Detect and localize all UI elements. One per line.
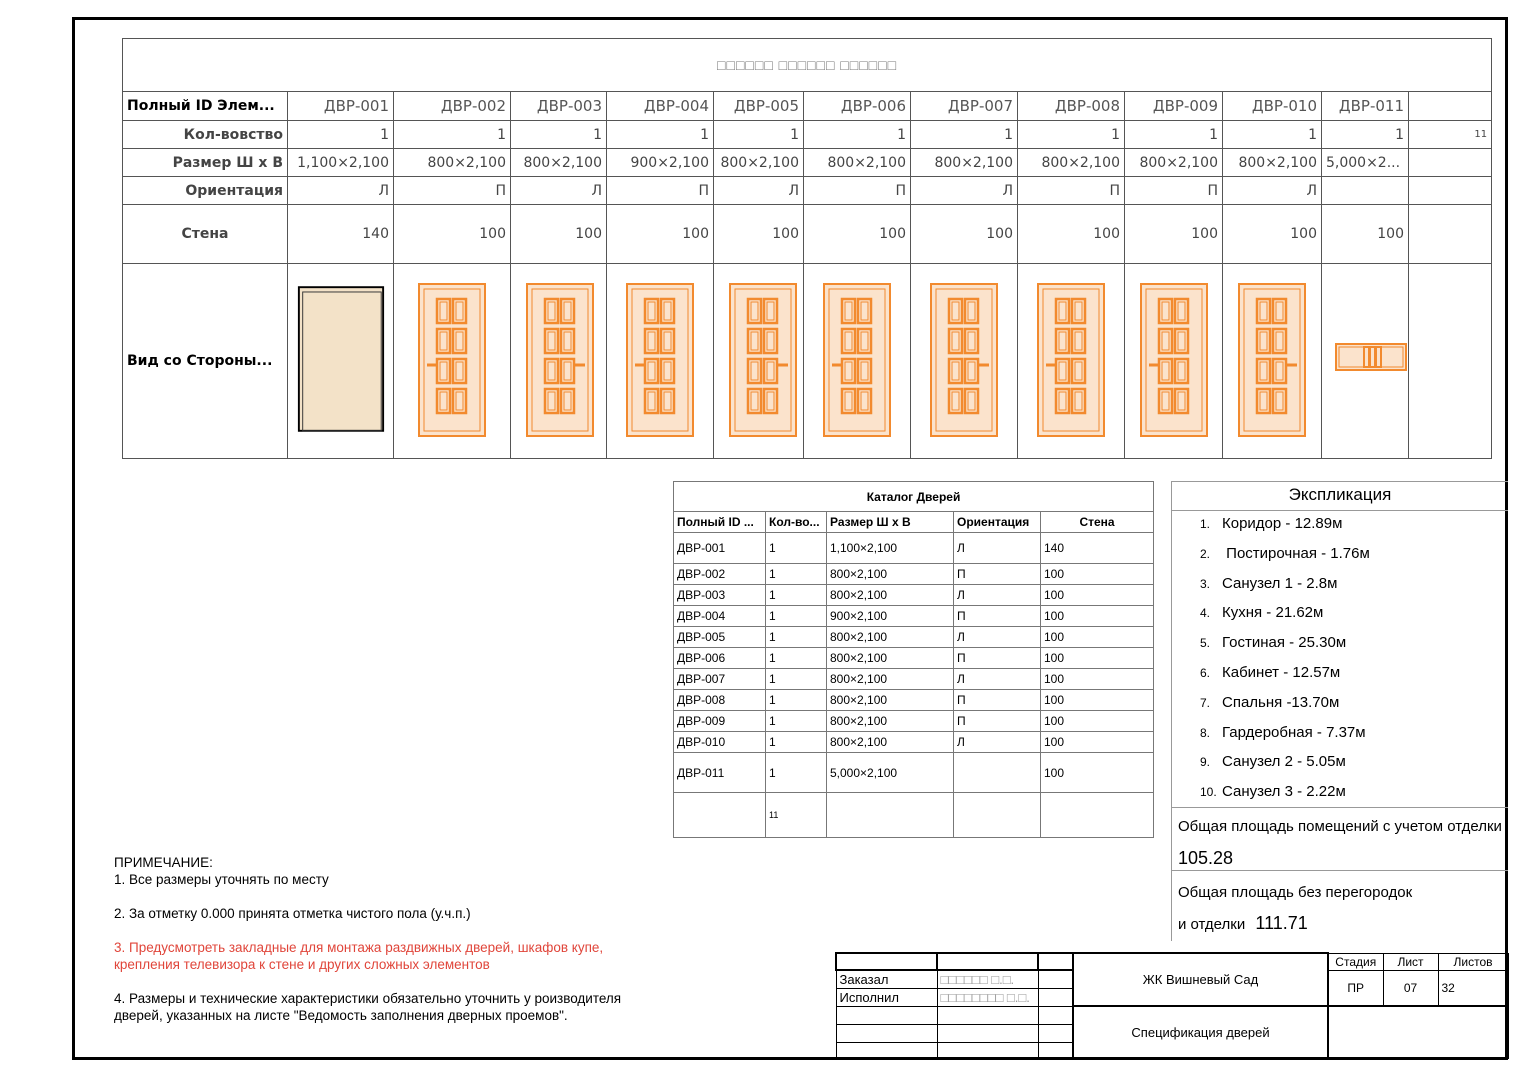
catalog-cell: 1 — [766, 627, 827, 648]
schedule-cell-id: ДВР-011 — [1322, 92, 1409, 121]
catalog-cell: 100 — [1041, 606, 1154, 627]
catalog-cell: П — [954, 564, 1041, 585]
catalog-cell: 1 — [766, 648, 827, 669]
catalog-cell: 1 — [766, 533, 827, 564]
table-row — [674, 732, 1154, 753]
row-label-size: Размер Ш х В — [123, 149, 288, 177]
schedule-cell-wall: 100 — [607, 205, 714, 264]
schedule-cell-qty: 1 — [288, 121, 394, 149]
list-item-number: 8. — [1200, 725, 1211, 740]
schedule-cell-qty: 1 — [804, 121, 911, 149]
list-item — [1200, 751, 1370, 781]
door-elevation-icon — [919, 279, 1009, 439]
door-elevation-icon — [1129, 279, 1219, 439]
tb-cell — [836, 1042, 937, 1058]
catalog-cell: 100 — [1041, 585, 1154, 606]
schedule-cell-orient: Л — [511, 177, 607, 205]
catalog-cell: 100 — [1041, 732, 1154, 753]
schedule-cell-empty — [1409, 264, 1492, 459]
note-2: 2. За отметку 0.000 принята отметка чистого пола (у.ч.п.) — [114, 906, 471, 921]
catalog-cell: 1 — [766, 669, 827, 690]
door-elevation-icon — [812, 279, 902, 439]
ordered-name: □□□□□□ □.□. — [937, 970, 1038, 988]
catalog-cell: Л — [954, 585, 1041, 606]
catalog-cell: 100 — [1041, 711, 1154, 732]
explication-title: Экспликация — [1172, 481, 1508, 511]
tb-cell — [937, 1024, 1038, 1042]
sheet-title: Спецификация дверей — [1073, 1006, 1328, 1058]
catalog-cell: ДВР-007 — [674, 669, 766, 690]
catalog-header-cell: Кол-во... — [766, 512, 827, 533]
schedule-cell-orient: Л — [1223, 177, 1322, 205]
tb-cell — [1038, 953, 1073, 970]
ordered-label: Заказал — [836, 970, 937, 988]
list-item — [1200, 573, 1370, 603]
door-elevation-cell — [1125, 264, 1223, 459]
list-item — [1200, 692, 1370, 722]
door-elevation-cell — [288, 264, 394, 459]
catalog-cell: 800×2,100 — [827, 585, 954, 606]
total-area-value: 105.28 — [1178, 848, 1234, 868]
catalog-cell: П — [954, 648, 1041, 669]
door-elevation-cell — [911, 264, 1018, 459]
catalog-cell: ДВР-003 — [674, 585, 766, 606]
sheet-value: 07 — [1383, 970, 1438, 1006]
list-item — [1200, 722, 1370, 752]
schedule-cell-qty: 1 — [1018, 121, 1125, 149]
tb-cell — [1038, 988, 1073, 1006]
catalog-cell: 1 — [766, 585, 827, 606]
net-area-row — [1178, 913, 1308, 934]
catalog-foot-cell — [827, 793, 954, 838]
notes-block — [114, 854, 714, 1041]
list-item-text: Кухня - 21.62м — [1222, 604, 1324, 622]
schedule-cell-id: ДВР-010 — [1223, 92, 1322, 121]
door-elevation-cell — [804, 264, 911, 459]
list-item-text: Гардеробная - 7.37м — [1222, 723, 1366, 741]
catalog-header-cell: Стена — [1041, 512, 1154, 533]
catalog-cell: 800×2,100 — [827, 648, 954, 669]
schedule-cell-orient: П — [607, 177, 714, 205]
list-item-number: 9. — [1200, 755, 1211, 770]
note-4-line2: дверей, указанных на листе "Ведомость заполнения дверных проемов". — [114, 1008, 568, 1023]
stage-value: ПР — [1328, 970, 1383, 1006]
net-area-label-line1: Общая площадь без перегородок — [1178, 884, 1413, 901]
door-elevation-icon — [407, 279, 497, 439]
list-item-number: 3. — [1200, 576, 1211, 591]
table-row — [674, 690, 1154, 711]
schedule-cell-size: 800×2,100 — [804, 149, 911, 177]
schedule-cell-orient: П — [394, 177, 511, 205]
catalog-total-qty: 11 — [766, 793, 827, 838]
table-row — [674, 711, 1154, 732]
catalog-cell: 100 — [1041, 564, 1154, 585]
schedule-cell-id: ДВР-002 — [394, 92, 511, 121]
catalog-cell: Л — [954, 669, 1041, 690]
catalog-cell: ДВР-011 — [674, 753, 766, 793]
schedule-cell-wall: 100 — [911, 205, 1018, 264]
executed-label: Исполнил — [836, 988, 937, 1006]
schedule-cell-qty: 1 — [394, 121, 511, 149]
schedule-cell-size: 5,000×2... — [1322, 149, 1409, 177]
schedule-cell-empty — [1409, 92, 1492, 121]
list-item-text: Санузел 1 - 2.8м — [1222, 574, 1338, 592]
list-item-text: Коридор - 12.89м — [1222, 515, 1343, 532]
list-item — [1200, 513, 1370, 543]
note-1: 1. Все размеры уточнять по месту — [114, 872, 329, 887]
door-elevation-cell — [1223, 264, 1322, 459]
door-elevation-icon — [515, 279, 605, 439]
schedule-cell-orient: Л — [714, 177, 804, 205]
sheet-label: Лист — [1383, 953, 1438, 970]
tb-cell — [836, 953, 937, 970]
door-catalog-table — [673, 481, 1154, 838]
list-item-number: 2. — [1200, 546, 1211, 561]
catalog-foot-cell — [674, 793, 766, 838]
tb-cell — [1328, 1006, 1508, 1058]
tb-cell — [1038, 1006, 1073, 1024]
catalog-cell: ДВР-008 — [674, 690, 766, 711]
catalog-header-cell: Ориентация — [954, 512, 1041, 533]
schedule-cell-qty: 1 — [607, 121, 714, 149]
net-area-value: 111.71 — [1255, 913, 1308, 933]
schedule-cell-id: ДВР-003 — [511, 92, 607, 121]
list-item-number: 10. — [1200, 785, 1217, 800]
schedule-cell-id: ДВР-001 — [288, 92, 394, 121]
catalog-cell: ДВР-006 — [674, 648, 766, 669]
tb-cell — [1038, 1024, 1073, 1042]
catalog-cell: 800×2,100 — [827, 690, 954, 711]
row-label-orient: Ориентация — [123, 177, 288, 205]
schedule-cell-size: 900×2,100 — [607, 149, 714, 177]
executed-name: □□□□□□□□ □.□. — [937, 988, 1038, 1006]
catalog-cell: 800×2,100 — [827, 669, 954, 690]
schedule-title: □□□□□□ □□□□□□ □□□□□□ — [123, 39, 1492, 92]
schedule-cell-size: 800×2,100 — [1223, 149, 1322, 177]
list-item-number: 6. — [1200, 665, 1211, 680]
schedule-cell-qty: 1 — [1322, 121, 1409, 149]
schedule-cell-qty: 1 — [1223, 121, 1322, 149]
explication-list — [1200, 513, 1370, 811]
schedule-cell-orient: Л — [911, 177, 1018, 205]
door-elevation-icon — [1026, 279, 1116, 439]
schedule-cell-id: ДВР-006 — [804, 92, 911, 121]
schedule-cell-id: ДВР-005 — [714, 92, 804, 121]
schedule-total-qty: 11 — [1409, 121, 1492, 149]
catalog-cell: ДВР-001 — [674, 533, 766, 564]
schedule-cell-wall: 100 — [1018, 205, 1125, 264]
schedule-cell-size: 800×2,100 — [714, 149, 804, 177]
net-area-label-line2: и отделки — [1178, 916, 1246, 933]
tb-cell — [937, 1042, 1038, 1058]
catalog-cell: 800×2,100 — [827, 711, 954, 732]
note-3-line1: 3. Предусмотреть закладные для монтажа раздвижных дверей, шкафов купе, — [114, 940, 604, 955]
list-item — [1200, 632, 1370, 662]
schedule-cell-wall: 100 — [1125, 205, 1223, 264]
schedule-cell-wall: 100 — [511, 205, 607, 264]
schedule-cell-wall: 100 — [394, 205, 511, 264]
notes-heading: ПРИМЕЧАНИЕ: — [114, 855, 213, 870]
catalog-cell: 800×2,100 — [827, 732, 954, 753]
schedule-cell-orient: П — [804, 177, 911, 205]
catalog-cell: 140 — [1041, 533, 1154, 564]
schedule-cell-empty — [1409, 177, 1492, 205]
row-label-wall: Стена — [123, 205, 288, 264]
schedule-cell-size: 800×2,100 — [911, 149, 1018, 177]
door-elevation-cell — [511, 264, 607, 459]
door-elevation-cell — [1322, 264, 1409, 459]
schedule-cell-size: 800×2,100 — [511, 149, 607, 177]
note-3-line2: крепления телевизора к стене и других сложных элементов — [114, 957, 490, 972]
schedule-cell-qty: 1 — [1125, 121, 1223, 149]
catalog-cell: ДВР-005 — [674, 627, 766, 648]
catalog-header-cell: Размер Ш х В — [827, 512, 954, 533]
sheets-label: Листов — [1438, 953, 1508, 970]
list-item — [1200, 602, 1370, 632]
door-elevation-cell — [607, 264, 714, 459]
catalog-foot-cell — [954, 793, 1041, 838]
schedule-cell-id: ДВР-004 — [607, 92, 714, 121]
catalog-cell: ДВР-009 — [674, 711, 766, 732]
explication-divider — [1172, 807, 1508, 808]
door-elevation-icon — [1326, 279, 1409, 439]
list-item-text: Кабинет - 12.57м — [1222, 663, 1341, 681]
catalog-title: Каталог Дверей — [674, 482, 1154, 512]
schedule-cell-orient: П — [1018, 177, 1125, 205]
schedule-cell-size: 800×2,100 — [1125, 149, 1223, 177]
door-elevation-cell — [714, 264, 804, 459]
list-item-number: 4. — [1200, 606, 1211, 621]
catalog-cell: ДВР-004 — [674, 606, 766, 627]
catalog-cell: 100 — [1041, 648, 1154, 669]
catalog-foot-cell — [1041, 793, 1154, 838]
list-item-text: Санузел 3 - 2.22м — [1222, 783, 1346, 801]
tb-cell — [937, 1006, 1038, 1024]
table-row — [674, 648, 1154, 669]
schedule-cell-empty — [1409, 149, 1492, 177]
catalog-cell: 1,100×2,100 — [827, 533, 954, 564]
list-item-number: 1. — [1200, 517, 1211, 531]
door-elevation-cell — [1018, 264, 1125, 459]
row-label-view: Вид со Стороны... — [123, 264, 288, 459]
row-label-qty: Кол-вовство — [123, 121, 288, 149]
catalog-cell: 1 — [766, 753, 827, 793]
schedule-cell-empty — [1409, 205, 1492, 264]
catalog-cell: П — [954, 711, 1041, 732]
tb-cell — [836, 1024, 937, 1042]
catalog-cell: 100 — [1041, 753, 1154, 793]
catalog-cell — [954, 753, 1041, 793]
note-4-line1: 4. Размеры и технические характеристики обязательно уточнить у роизводителя — [114, 991, 622, 1006]
catalog-cell: 5,000×2,100 — [827, 753, 954, 793]
schedule-cell-orient — [1322, 177, 1409, 205]
schedule-cell-wall: 100 — [1223, 205, 1322, 264]
list-item-text: Спальня -13.70м — [1222, 693, 1340, 711]
schedule-cell-id: ДВР-009 — [1125, 92, 1223, 121]
door-schedule-table — [122, 38, 1492, 459]
table-row — [674, 564, 1154, 585]
catalog-cell: Л — [954, 533, 1041, 564]
schedule-cell-size: 800×2,100 — [1018, 149, 1125, 177]
table-row — [674, 533, 1154, 564]
tb-cell — [1038, 1042, 1073, 1058]
tb-cell — [937, 953, 1038, 970]
row-label-id: Полный ID Элем... — [123, 92, 288, 121]
catalog-cell: П — [954, 690, 1041, 711]
tb-cell — [836, 1006, 937, 1024]
table-row — [674, 753, 1154, 793]
catalog-cell: 1 — [766, 564, 827, 585]
table-row — [674, 627, 1154, 648]
catalog-header-cell: Полный ID ... — [674, 512, 766, 533]
catalog-cell: ДВР-002 — [674, 564, 766, 585]
door-elevation-icon — [718, 279, 804, 439]
catalog-cell: 800×2,100 — [827, 564, 954, 585]
table-row — [674, 606, 1154, 627]
list-item — [1200, 662, 1370, 692]
catalog-cell: 1 — [766, 606, 827, 627]
note-4 — [114, 990, 714, 1024]
title-block — [835, 952, 1509, 1059]
explication-panel — [1171, 481, 1508, 941]
catalog-cell: 800×2,100 — [827, 627, 954, 648]
door-elevation-icon — [615, 279, 705, 439]
catalog-cell: 1 — [766, 690, 827, 711]
list-item-number: 5. — [1200, 636, 1211, 651]
catalog-cell: 900×2,100 — [827, 606, 954, 627]
schedule-cell-wall: 100 — [714, 205, 804, 264]
table-row — [674, 585, 1154, 606]
project-name: ЖК Вишневый Сад — [1073, 953, 1328, 1006]
total-area-label: Общая площадь помещений с учетом отделки — [1178, 818, 1502, 835]
schedule-cell-qty: 1 — [511, 121, 607, 149]
schedule-cell-orient: Л — [288, 177, 394, 205]
catalog-cell: ДВР-010 — [674, 732, 766, 753]
schedule-cell-size: 800×2,100 — [394, 149, 511, 177]
note-3 — [114, 939, 714, 973]
schedule-cell-wall: 100 — [804, 205, 911, 264]
schedule-cell-orient: П — [1125, 177, 1223, 205]
table-row — [674, 669, 1154, 690]
catalog-cell: П — [954, 606, 1041, 627]
catalog-cell: 1 — [766, 732, 827, 753]
schedule-cell-wall: 140 — [288, 205, 394, 264]
explication-divider — [1172, 870, 1508, 871]
catalog-cell: 1 — [766, 711, 827, 732]
schedule-cell-wall: 100 — [1322, 205, 1409, 264]
list-item-text: Гостиная - 25.30м — [1222, 634, 1347, 652]
schedule-cell-size: 1,100×2,100 — [288, 149, 394, 177]
door-elevation-icon — [1227, 279, 1317, 439]
door-elevation-icon — [296, 279, 386, 439]
schedule-cell-id: ДВР-007 — [911, 92, 1018, 121]
catalog-cell: Л — [954, 627, 1041, 648]
list-item-text: Санузел 2 - 5.05м — [1222, 753, 1346, 771]
catalog-cell: 100 — [1041, 690, 1154, 711]
list-item-text: Постирочная - 1.76м — [1222, 544, 1370, 562]
tb-cell — [1038, 970, 1073, 988]
catalog-cell: Л — [954, 732, 1041, 753]
catalog-cell: 100 — [1041, 669, 1154, 690]
schedule-cell-qty: 1 — [911, 121, 1018, 149]
stage-label: Стадия — [1328, 953, 1383, 970]
door-elevation-cell — [394, 264, 511, 459]
list-item-number: 7. — [1200, 695, 1211, 710]
sheets-value: 32 — [1438, 970, 1508, 1006]
schedule-cell-qty: 1 — [714, 121, 804, 149]
catalog-cell: 100 — [1041, 627, 1154, 648]
schedule-cell-id: ДВР-008 — [1018, 92, 1125, 121]
list-item — [1200, 543, 1370, 573]
